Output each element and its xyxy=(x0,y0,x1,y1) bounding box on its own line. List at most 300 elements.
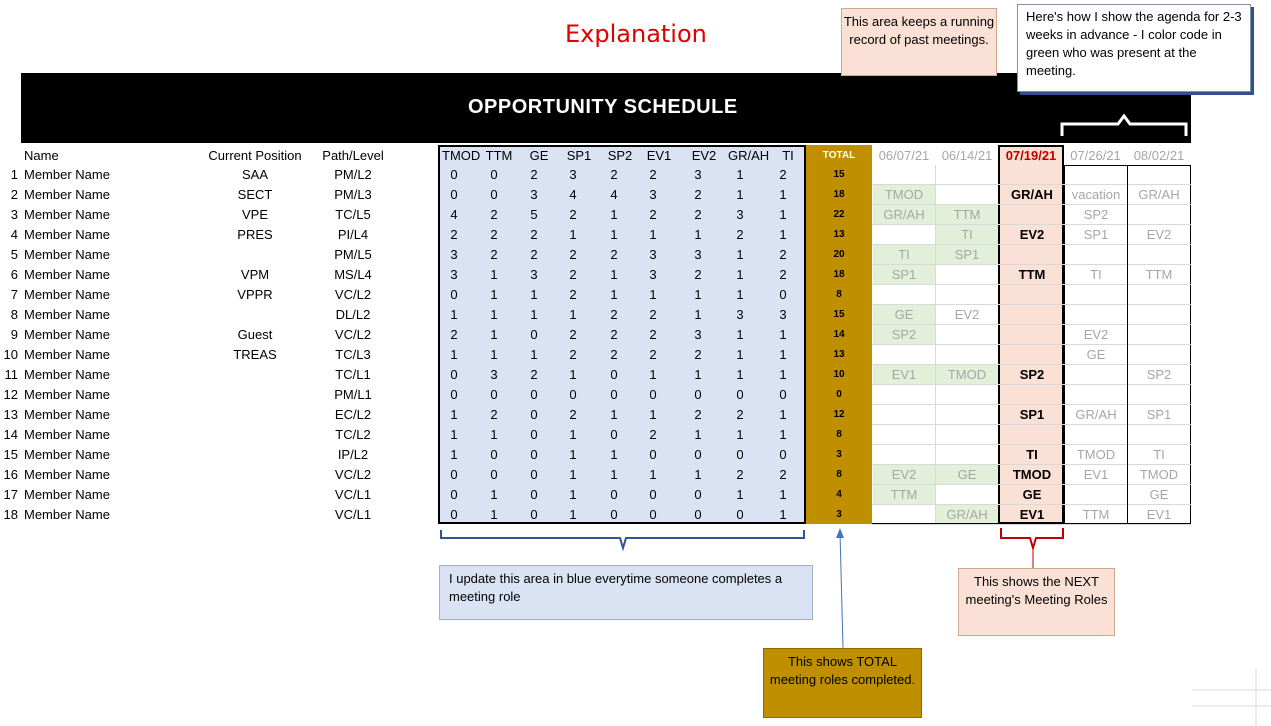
current-position: TREAS xyxy=(233,347,277,362)
role-count: 1 xyxy=(736,347,744,362)
total-count: 10 xyxy=(833,369,845,380)
role-count: 1 xyxy=(569,507,577,522)
role-count: 1 xyxy=(610,467,618,482)
total-count: 15 xyxy=(833,169,845,180)
total-count: 18 xyxy=(833,189,845,200)
role-count: 0 xyxy=(450,287,458,302)
role-count: 1 xyxy=(610,287,618,302)
header-role: EV2 xyxy=(691,148,717,163)
role-count: 2 xyxy=(694,347,702,362)
role-count: 3 xyxy=(649,247,657,262)
total-arrow-head xyxy=(836,528,844,538)
role-count: 1 xyxy=(736,367,744,382)
role-count: 0 xyxy=(649,507,657,522)
member-name: Member Name xyxy=(24,367,110,382)
future-role-1: vacation xyxy=(1071,187,1121,202)
role-count: 0 xyxy=(530,447,538,462)
member-name: Member Name xyxy=(24,247,110,262)
total-count: 14 xyxy=(833,329,845,340)
role-count: 3 xyxy=(736,307,744,322)
role-count: 2 xyxy=(490,247,498,262)
role-count: 1 xyxy=(490,507,498,522)
role-count: 1 xyxy=(610,227,618,242)
role-count: 0 xyxy=(450,367,458,382)
role-count: 1 xyxy=(569,467,577,482)
next-role: TI xyxy=(1026,447,1038,462)
role-count: 1 xyxy=(490,327,498,342)
agenda-callout: Here's how I show the agenda for 2-3 weeks in advance - I color code in green who was present at the meeting. xyxy=(1017,4,1251,92)
role-count: 2 xyxy=(610,307,618,322)
past-meetings-callout: This area keeps a running record of past meetings. xyxy=(841,8,997,76)
role-count: 0 xyxy=(450,467,458,482)
role-count: 1 xyxy=(450,427,458,442)
total-count: 12 xyxy=(833,409,845,420)
future-role-1: TMOD xyxy=(1076,447,1116,462)
future-role-2: SP1 xyxy=(1146,407,1172,422)
role-count: 2 xyxy=(649,347,657,362)
total-count: 0 xyxy=(836,389,842,400)
role-count: 1 xyxy=(530,347,538,362)
role-count: 1 xyxy=(649,467,657,482)
role-count: 1 xyxy=(694,367,702,382)
role-count: 2 xyxy=(490,227,498,242)
role-count: 1 xyxy=(569,447,577,462)
role-count: 0 xyxy=(530,507,538,522)
role-count: 0 xyxy=(694,487,702,502)
past-role-1: TI xyxy=(898,247,910,262)
role-count: 0 xyxy=(490,187,498,202)
row-number: 9 xyxy=(10,327,18,342)
role-count: 1 xyxy=(490,427,498,442)
role-count: 0 xyxy=(649,487,657,502)
row-number: 18 xyxy=(3,507,18,522)
role-count: 0 xyxy=(610,387,618,402)
member-name: Member Name xyxy=(24,267,110,282)
role-count: 1 xyxy=(490,347,498,362)
role-count: 1 xyxy=(736,247,744,262)
path-level: MS/L4 xyxy=(334,267,372,282)
role-count: 0 xyxy=(649,447,657,462)
member-name: Member Name xyxy=(24,207,110,222)
role-count: 1 xyxy=(779,327,787,342)
header-next-date: 07/19/21 xyxy=(1005,148,1057,163)
role-count: 1 xyxy=(736,487,744,502)
role-count: 4 xyxy=(569,187,577,202)
future-role-1: GR/AH xyxy=(1075,407,1117,422)
role-count: 2 xyxy=(779,247,787,262)
role-count: 1 xyxy=(450,447,458,462)
role-count: 2 xyxy=(694,207,702,222)
future-role-1: TTM xyxy=(1082,507,1110,522)
current-position: SAA xyxy=(241,167,268,182)
role-count: 0 xyxy=(450,507,458,522)
role-count: 1 xyxy=(779,427,787,442)
current-position: PRES xyxy=(237,227,273,242)
past-role-1: EV2 xyxy=(891,467,917,482)
next-role: EV1 xyxy=(1019,507,1045,522)
total-count: 8 xyxy=(836,289,842,300)
path-level: PM/L5 xyxy=(334,247,372,262)
past-role-2: TMOD xyxy=(947,367,987,382)
role-count: 0 xyxy=(450,167,458,182)
row-number: 12 xyxy=(3,387,18,402)
role-count: 0 xyxy=(779,447,787,462)
header-role: GR/AH xyxy=(728,148,770,163)
next-role: SP1 xyxy=(1019,407,1045,422)
total-count: 13 xyxy=(833,229,845,240)
role-count: 2 xyxy=(779,167,787,182)
role-count: 2 xyxy=(610,167,618,182)
role-count: 2 xyxy=(569,247,577,262)
role-count: 2 xyxy=(569,267,577,282)
row-number: 2 xyxy=(10,187,18,202)
future-role-1: EV2 xyxy=(1083,327,1109,342)
row-number: 1 xyxy=(10,167,18,182)
role-count: 3 xyxy=(569,167,577,182)
row-number: 6 xyxy=(10,267,18,282)
role-count: 4 xyxy=(450,207,458,222)
future-role-1: TI xyxy=(1090,267,1102,282)
row-number: 3 xyxy=(10,207,18,222)
role-count: 2 xyxy=(569,207,577,222)
role-count: 2 xyxy=(610,327,618,342)
past-role-1: GR/AH xyxy=(883,207,925,222)
future-bracket xyxy=(1062,116,1186,136)
row-number: 11 xyxy=(4,367,18,382)
role-count: 1 xyxy=(490,287,498,302)
role-count: 1 xyxy=(736,327,744,342)
role-count: 1 xyxy=(569,487,577,502)
role-count: 1 xyxy=(779,367,787,382)
next-role: TTM xyxy=(1018,267,1046,282)
past-role-1: SP2 xyxy=(891,327,917,342)
next-role: EV2 xyxy=(1019,227,1045,242)
role-count: 0 xyxy=(450,487,458,502)
role-count: 2 xyxy=(530,367,538,382)
role-count: 2 xyxy=(779,267,787,282)
header-future-date-2: 08/02/21 xyxy=(1133,148,1185,163)
header-total: TOTAL xyxy=(822,150,856,161)
role-count: 3 xyxy=(530,267,538,282)
header-role: TTM xyxy=(485,148,513,163)
path-level: VC/L2 xyxy=(334,287,372,302)
current-position: VPPR xyxy=(237,287,273,302)
total-count: 8 xyxy=(836,429,842,440)
role-count: 2 xyxy=(649,327,657,342)
role-count: 1 xyxy=(490,307,498,322)
role-count: 1 xyxy=(450,407,458,422)
role-count: 3 xyxy=(530,187,538,202)
path-level: IP/L2 xyxy=(337,447,369,462)
role-count: 1 xyxy=(694,427,702,442)
past-role-1: TMOD xyxy=(884,187,924,202)
role-count: 1 xyxy=(569,367,577,382)
role-count: 3 xyxy=(694,327,702,342)
row-number: 10 xyxy=(3,347,18,362)
role-count: 1 xyxy=(779,227,787,242)
row-number: 7 xyxy=(10,287,18,302)
role-count: 1 xyxy=(649,367,657,382)
role-count: 0 xyxy=(569,387,577,402)
member-name: Member Name xyxy=(24,187,110,202)
role-count: 2 xyxy=(569,287,577,302)
row-number: 16 xyxy=(3,467,18,482)
total-count: 4 xyxy=(836,489,842,500)
next-meeting-callout: This shows the NEXT meeting's Meeting Roles xyxy=(958,568,1115,636)
header-role: SP2 xyxy=(607,148,633,163)
role-count: 2 xyxy=(736,467,744,482)
future-role-2: EV2 xyxy=(1146,227,1172,242)
future-role-1: GE xyxy=(1086,347,1106,362)
current-position: SECT xyxy=(237,187,273,202)
total-count: 8 xyxy=(836,469,842,480)
row-number: 13 xyxy=(3,407,18,422)
role-count: 0 xyxy=(450,187,458,202)
role-count: 1 xyxy=(736,187,744,202)
current-position: VPM xyxy=(240,267,270,282)
row-number: 15 xyxy=(3,447,18,462)
role-count: 1 xyxy=(779,347,787,362)
past-role-2: GE xyxy=(957,467,977,482)
role-count: 0 xyxy=(530,467,538,482)
header-role: TMOD xyxy=(442,148,481,163)
role-count: 1 xyxy=(450,307,458,322)
member-name: Member Name xyxy=(24,167,110,182)
past-role-2: SP1 xyxy=(954,247,980,262)
member-name: Member Name xyxy=(24,307,110,322)
role-count: 2 xyxy=(649,207,657,222)
total-arrow xyxy=(840,532,843,648)
role-count: 2 xyxy=(736,407,744,422)
red-bracket xyxy=(1001,528,1063,548)
role-count: 1 xyxy=(569,307,577,322)
path-level: TC/L5 xyxy=(335,207,371,222)
role-count: 2 xyxy=(694,187,702,202)
role-count: 1 xyxy=(649,227,657,242)
role-count: 0 xyxy=(736,507,744,522)
role-count: 2 xyxy=(490,207,498,222)
role-count: 0 xyxy=(649,387,657,402)
role-count: 0 xyxy=(694,447,702,462)
role-count: 2 xyxy=(530,247,538,262)
role-count: 2 xyxy=(610,247,618,262)
role-count: 0 xyxy=(490,447,498,462)
total-count: 13 xyxy=(833,349,845,360)
role-count: 1 xyxy=(530,307,538,322)
role-count: 0 xyxy=(779,387,787,402)
blue-area-callout: I update this area in blue everytime someone completes a meeting role xyxy=(439,565,813,620)
role-count: 3 xyxy=(736,207,744,222)
role-count: 1 xyxy=(694,227,702,242)
header-future-date-1: 07/26/21 xyxy=(1070,148,1121,163)
member-name: Member Name xyxy=(24,487,110,502)
next-role: GE xyxy=(1022,487,1042,502)
next-role: GR/AH xyxy=(1011,187,1053,202)
past-role-2: TTM xyxy=(953,207,981,222)
next-role: TMOD xyxy=(1012,467,1052,482)
role-count: 3 xyxy=(450,247,458,262)
role-count: 1 xyxy=(736,427,744,442)
role-count: 1 xyxy=(569,227,577,242)
role-count: 0 xyxy=(736,387,744,402)
future-role-2: TMOD xyxy=(1139,467,1179,482)
member-name: Member Name xyxy=(24,427,110,442)
role-count: 3 xyxy=(779,307,787,322)
past-arrow xyxy=(918,76,930,142)
past-role-1: GE xyxy=(894,307,914,322)
header-name: Name xyxy=(24,148,59,163)
role-count: 2 xyxy=(569,327,577,342)
role-count: 0 xyxy=(530,327,538,342)
future-role-2: GR/AH xyxy=(1138,187,1180,202)
role-count: 1 xyxy=(779,207,787,222)
role-count: 4 xyxy=(610,187,618,202)
future-role-2: TTM xyxy=(1145,267,1173,282)
header-role: SP1 xyxy=(566,148,592,163)
total-count: 3 xyxy=(836,449,842,460)
total-count: 3 xyxy=(836,509,842,520)
role-count: 3 xyxy=(694,247,702,262)
role-count: 1 xyxy=(694,307,702,322)
role-count: 2 xyxy=(569,407,577,422)
role-count: 1 xyxy=(779,187,787,202)
role-count: 3 xyxy=(649,267,657,282)
past-role-1: SP1 xyxy=(891,267,917,282)
role-count: 5 xyxy=(530,207,538,222)
role-count: 2 xyxy=(649,427,657,442)
row-number: 8 xyxy=(10,307,18,322)
header-role: TI xyxy=(782,148,794,163)
row-number: 4 xyxy=(10,227,18,242)
member-name: Member Name xyxy=(24,467,110,482)
future-role-2: GE xyxy=(1149,487,1169,502)
future-role-1: SP1 xyxy=(1083,227,1109,242)
role-count: 1 xyxy=(779,487,787,502)
role-count: 0 xyxy=(450,387,458,402)
role-count: 0 xyxy=(694,387,702,402)
member-name: Member Name xyxy=(24,507,110,522)
member-name: Member Name xyxy=(24,327,110,342)
total-callout: This shows TOTAL meeting roles completed. xyxy=(763,648,922,718)
header-level: Path/Level xyxy=(322,148,384,163)
total-count: 15 xyxy=(833,309,845,320)
future-role-1: SP2 xyxy=(1083,207,1109,222)
role-count: 1 xyxy=(610,447,618,462)
path-level: TC/L1 xyxy=(335,367,371,382)
role-count: 2 xyxy=(450,327,458,342)
role-count: 1 xyxy=(490,487,498,502)
role-count: 1 xyxy=(610,407,618,422)
role-count: 3 xyxy=(450,267,458,282)
future-role-2: EV1 xyxy=(1146,507,1172,522)
role-count: 1 xyxy=(736,267,744,282)
path-level: VC/L1 xyxy=(334,487,372,502)
role-count: 2 xyxy=(736,227,744,242)
future-role-1: EV1 xyxy=(1083,467,1109,482)
header-position: Current Position xyxy=(208,148,302,163)
member-name: Member Name xyxy=(24,287,110,302)
role-count: 1 xyxy=(569,427,577,442)
header-role: GE xyxy=(529,148,549,163)
role-count: 1 xyxy=(649,407,657,422)
path-level: TC/L3 xyxy=(335,347,371,362)
role-count: 0 xyxy=(736,447,744,462)
row-number: 14 xyxy=(3,427,18,442)
past-role-1: EV1 xyxy=(891,367,917,382)
current-position: VPE xyxy=(241,207,268,222)
total-count: 22 xyxy=(833,209,845,220)
past-role-2: EV2 xyxy=(954,307,980,322)
member-name: Member Name xyxy=(24,387,110,402)
role-count: 3 xyxy=(649,187,657,202)
path-level: VC/L1 xyxy=(334,507,372,522)
role-count: 1 xyxy=(530,287,538,302)
path-level: PM/L2 xyxy=(334,167,372,182)
path-level: DL/L2 xyxy=(335,307,371,322)
member-name: Member Name xyxy=(24,347,110,362)
role-count: 0 xyxy=(610,507,618,522)
path-level: VC/L2 xyxy=(334,467,372,482)
role-count: 1 xyxy=(694,467,702,482)
role-count: 0 xyxy=(610,367,618,382)
past-arrow-head xyxy=(925,133,933,142)
role-count: 1 xyxy=(649,287,657,302)
role-count: 2 xyxy=(530,227,538,242)
role-count: 0 xyxy=(610,487,618,502)
past-role-2: TI xyxy=(961,227,973,242)
role-count: 2 xyxy=(779,467,787,482)
role-count: 2 xyxy=(569,347,577,362)
role-count: 0 xyxy=(530,427,538,442)
role-count: 1 xyxy=(490,267,498,282)
future-role-2: SP2 xyxy=(1146,367,1172,382)
role-count: 1 xyxy=(779,407,787,422)
path-level: PM/L3 xyxy=(334,187,372,202)
next-role: SP2 xyxy=(1019,367,1045,382)
role-count: 2 xyxy=(694,407,702,422)
role-count: 2 xyxy=(490,407,498,422)
row-number: 17 xyxy=(3,487,18,502)
role-count: 2 xyxy=(610,347,618,362)
role-count: 2 xyxy=(649,307,657,322)
role-count: 0 xyxy=(530,487,538,502)
path-level: EC/L2 xyxy=(334,407,372,422)
past-role-2: GR/AH xyxy=(946,507,988,522)
role-count: 0 xyxy=(490,467,498,482)
role-count: 0 xyxy=(610,427,618,442)
path-level: PM/L1 xyxy=(334,387,372,402)
path-level: VC/L2 xyxy=(334,327,372,342)
role-count: 0 xyxy=(490,167,498,182)
role-count: 2 xyxy=(450,227,458,242)
header-past-date-1: 06/07/21 xyxy=(878,148,930,163)
path-level: TC/L2 xyxy=(335,427,371,442)
role-count: 0 xyxy=(530,407,538,422)
header-role: EV1 xyxy=(646,148,672,163)
role-count: 0 xyxy=(490,387,498,402)
total-count: 20 xyxy=(833,249,845,260)
role-count: 1 xyxy=(610,207,618,222)
role-count: 3 xyxy=(490,367,498,382)
role-count: 1 xyxy=(736,287,744,302)
role-count: 0 xyxy=(779,287,787,302)
role-count: 1 xyxy=(779,507,787,522)
role-count: 1 xyxy=(610,267,618,282)
header-past-date-2: 06/14/21 xyxy=(941,148,993,163)
past-role-1: TTM xyxy=(890,487,918,502)
role-count: 0 xyxy=(530,387,538,402)
blue-bracket xyxy=(441,530,804,548)
